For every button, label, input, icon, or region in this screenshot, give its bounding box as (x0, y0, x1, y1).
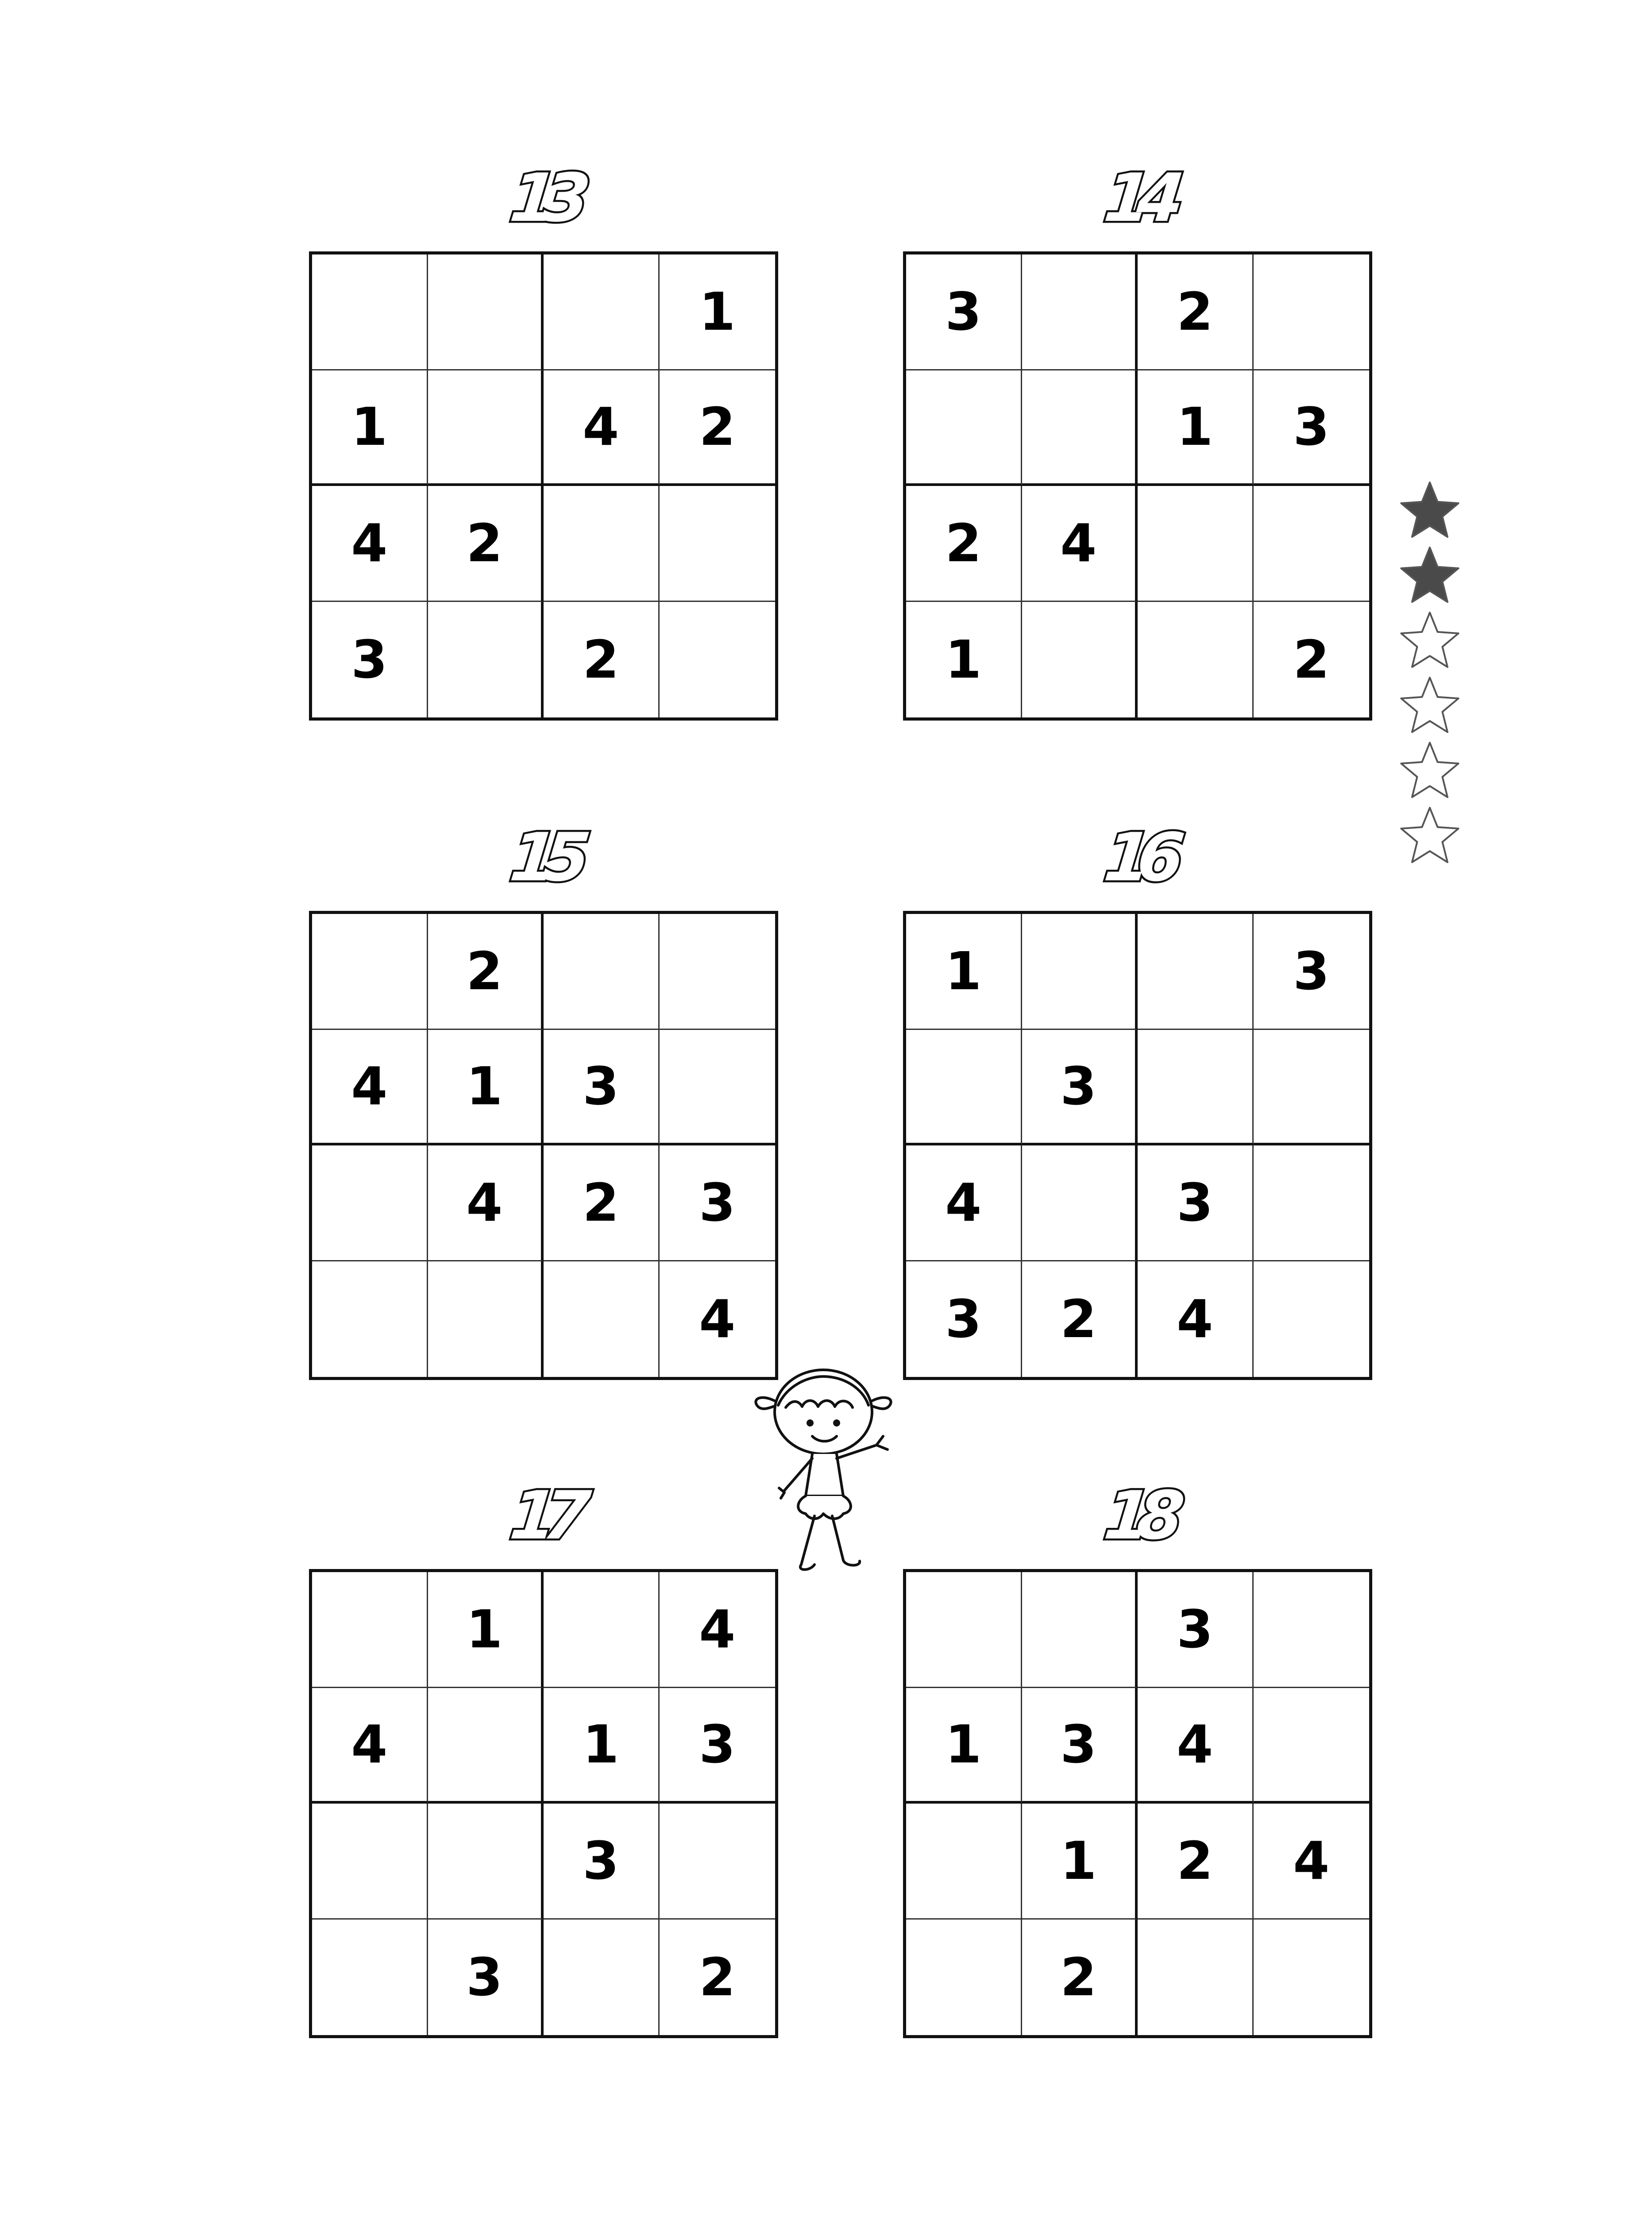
grid-cell[interactable]: 4 (544, 370, 660, 486)
grid-cell[interactable] (312, 1572, 428, 1688)
grid-cell[interactable]: 2 (544, 602, 660, 718)
grid-cell[interactable]: 3 (1138, 1572, 1254, 1688)
grid-cell[interactable] (660, 486, 776, 602)
grid-cell[interactable]: 1 (1022, 1804, 1138, 1920)
grid-cell[interactable] (544, 1920, 660, 2036)
grid-cell[interactable] (1138, 914, 1254, 1030)
grid-cell[interactable] (1254, 1145, 1370, 1261)
difficulty-rating (1397, 478, 1463, 876)
grid-cell[interactable]: 4 (1022, 486, 1138, 602)
grid-cell[interactable]: 1 (1138, 370, 1254, 486)
grid-cell[interactable] (312, 1261, 428, 1377)
grid-cell[interactable]: 2 (1022, 1261, 1138, 1377)
empty-star-icon (1397, 738, 1463, 805)
grid-cell[interactable]: 4 (312, 486, 428, 602)
sudoku-grid (309, 251, 778, 721)
grid-cell[interactable] (544, 1261, 660, 1377)
grid-cell[interactable]: 2 (906, 486, 1022, 602)
grid-cell[interactable]: 3 (544, 1804, 660, 1920)
grid-cell[interactable] (312, 1804, 428, 1920)
grid-cell[interactable]: 3 (1254, 914, 1370, 1030)
grid-cell[interactable]: 3 (1254, 370, 1370, 486)
filled-star-icon (1397, 478, 1463, 544)
grid-cell[interactable]: 1 (906, 914, 1022, 1030)
grid-cell[interactable] (1022, 370, 1138, 486)
puzzle-number: 15 (506, 819, 581, 896)
grid-cell[interactable] (1022, 254, 1138, 370)
grid-cell[interactable] (906, 1804, 1022, 1920)
grid-cell[interactable] (1022, 914, 1138, 1030)
grid-cell[interactable]: 2 (1022, 1920, 1138, 2036)
grid-cell[interactable]: 1 (428, 1572, 544, 1688)
grid-cell[interactable] (660, 914, 776, 1030)
filled-star-icon (1397, 543, 1463, 609)
puzzle-number: 16 (1100, 819, 1175, 896)
grid-cell[interactable]: 3 (312, 602, 428, 718)
empty-star-icon (1397, 608, 1463, 675)
puzzle-number: 17 (506, 1477, 581, 1554)
grid-cell[interactable] (544, 254, 660, 370)
grid-cell[interactable] (1138, 602, 1254, 718)
grid-cell[interactable]: 4 (312, 1688, 428, 1804)
grid-cell[interactable]: 1 (906, 1688, 1022, 1804)
grid-cell[interactable]: 3 (906, 1261, 1022, 1377)
grid-cell[interactable]: 2 (544, 1145, 660, 1261)
grid-cell[interactable] (544, 914, 660, 1030)
sudoku-grid (903, 251, 1372, 721)
grid-cell[interactable] (428, 254, 544, 370)
grid-cell[interactable] (660, 1804, 776, 1920)
grid-cell[interactable] (1022, 602, 1138, 718)
grid-cell[interactable] (1138, 1920, 1254, 2036)
grid-cell[interactable]: 4 (660, 1572, 776, 1688)
grid-cell[interactable] (1254, 1030, 1370, 1146)
grid-cell[interactable] (906, 1920, 1022, 2036)
grid-cell[interactable] (428, 602, 544, 718)
empty-star-icon (1397, 803, 1463, 870)
grid-cell[interactable] (428, 1261, 544, 1377)
grid-cell[interactable]: 1 (660, 254, 776, 370)
grid-cell[interactable]: 1 (312, 370, 428, 486)
grid-cell[interactable] (312, 914, 428, 1030)
grid-cell[interactable]: 2 (428, 914, 544, 1030)
girl-illustration-icon (744, 1363, 903, 1593)
grid-cell[interactable] (1254, 1572, 1370, 1688)
grid-cell[interactable]: 3 (544, 1030, 660, 1146)
grid-cell[interactable] (660, 1030, 776, 1146)
sudoku-grid (903, 1569, 1372, 2038)
grid-cell[interactable] (1138, 1030, 1254, 1146)
grid-cell[interactable] (428, 1688, 544, 1804)
grid-cell[interactable] (312, 1145, 428, 1261)
grid-cell[interactable]: 2 (1138, 1804, 1254, 1920)
grid-cell[interactable]: 2 (1293, 629, 1330, 690)
grid-cell[interactable] (312, 254, 428, 370)
grid-cell[interactable] (428, 370, 544, 486)
grid-cell[interactable] (1254, 1920, 1370, 2036)
grid-cell[interactable]: 3 (1022, 1688, 1138, 1804)
grid-cell[interactable] (660, 602, 776, 718)
grid-cell[interactable]: 1 (544, 1688, 660, 1804)
grid-cell[interactable] (906, 1572, 1022, 1688)
grid-cell[interactable] (1254, 486, 1370, 602)
grid-cell[interactable]: 3 (906, 254, 1022, 370)
sudoku-grid (309, 1569, 778, 2038)
grid-cell[interactable]: 4 (1254, 1804, 1370, 1920)
grid-cell[interactable]: 4 (699, 1288, 736, 1350)
sudoku-grid (903, 911, 1372, 1380)
grid-cell[interactable]: 3 (428, 1920, 544, 2036)
grid-cell[interactable] (1138, 486, 1254, 602)
grid-cell[interactable]: 1 (906, 602, 1022, 718)
empty-star-icon (1397, 673, 1463, 740)
grid-cell[interactable]: 2 (1138, 254, 1254, 370)
grid-cell[interactable]: 4 (1138, 1688, 1254, 1804)
grid-cell[interactable]: 4 (906, 1145, 1022, 1261)
grid-cell[interactable] (1254, 1688, 1370, 1804)
grid-cell[interactable]: 3 (1022, 1030, 1138, 1146)
grid-cell[interactable]: 2 (699, 1947, 736, 2008)
puzzle-number: 14 (1100, 160, 1175, 237)
sudoku-grid (309, 911, 778, 1380)
grid-cell[interactable]: 1 (428, 1030, 544, 1146)
grid-cell[interactable] (1254, 254, 1370, 370)
grid-cell[interactable] (906, 1030, 1022, 1146)
grid-cell[interactable]: 4 (428, 1145, 544, 1261)
puzzle-number: 13 (506, 160, 581, 237)
grid-cell[interactable] (428, 1804, 544, 1920)
grid-cell[interactable] (1022, 1145, 1138, 1261)
puzzle-number: 18 (1100, 1477, 1175, 1554)
grid-cell[interactable] (1022, 1572, 1138, 1688)
grid-cell[interactable]: 3 (660, 1145, 776, 1261)
grid-cell[interactable]: 3 (1138, 1145, 1254, 1261)
grid-cell[interactable] (1254, 1261, 1370, 1377)
grid-cell[interactable]: 2 (660, 370, 776, 486)
grid-cell[interactable]: 4 (1138, 1261, 1254, 1377)
grid-cell[interactable]: 3 (660, 1688, 776, 1804)
grid-cell[interactable] (312, 1920, 428, 2036)
grid-cell[interactable] (544, 486, 660, 602)
grid-cell[interactable]: 2 (428, 486, 544, 602)
grid-cell[interactable]: 4 (312, 1030, 428, 1146)
grid-cell[interactable] (906, 370, 1022, 486)
grid-cell[interactable] (544, 1572, 660, 1688)
